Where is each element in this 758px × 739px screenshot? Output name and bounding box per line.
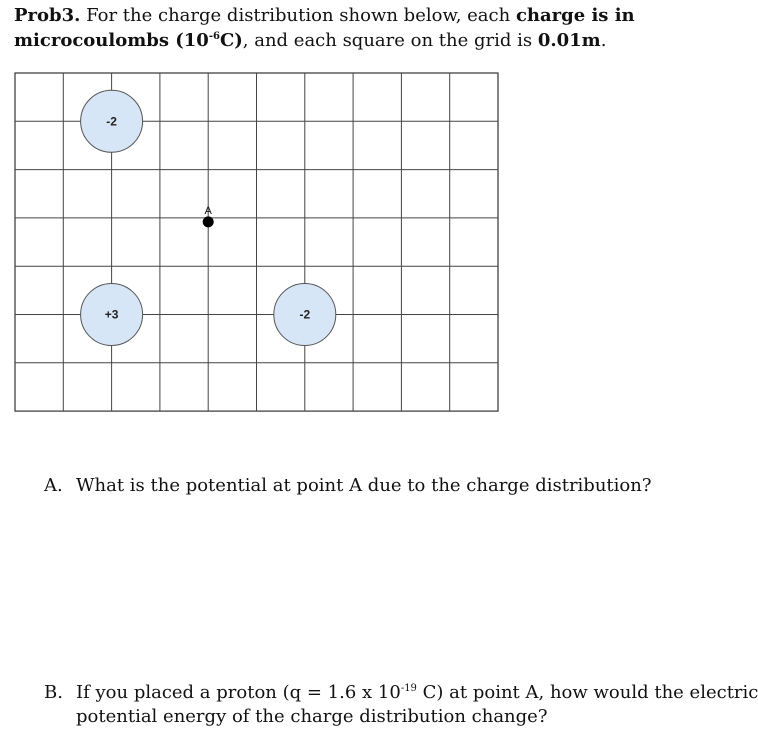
problem-end: . bbox=[600, 30, 607, 51]
question-b-letter: B. bbox=[44, 682, 63, 703]
problem-exponent: -6 bbox=[208, 31, 220, 42]
question-b-line-2: potential energy of the charge distribution change? bbox=[76, 706, 548, 727]
charge-label: +3 bbox=[104, 307, 119, 322]
problem-bold-2: microcoulombs (10 bbox=[14, 30, 209, 51]
problem-text-2: , and each square on the grid is bbox=[242, 30, 533, 51]
problem-bold-1: charge is in bbox=[515, 5, 635, 26]
problem-grid-size: 0.01m bbox=[537, 30, 601, 51]
point-a bbox=[203, 205, 214, 228]
question-b-line-1 bbox=[76, 681, 758, 705]
charge-label: -2 bbox=[106, 114, 117, 129]
question-b-pre: If you placed a proton (q = 1.6 x 10 bbox=[76, 682, 401, 703]
point-a-label: A bbox=[204, 204, 212, 217]
point-a-dot bbox=[203, 216, 214, 227]
question-b-exponent: -19 bbox=[400, 683, 417, 694]
problem-unit: C) bbox=[219, 30, 243, 51]
question-a-text: What is the potential at point A due to the charge distribution? bbox=[76, 475, 652, 496]
question-a-letter: A. bbox=[44, 475, 63, 496]
charge-label: -2 bbox=[299, 307, 311, 322]
problem-text-1: For the charge distribution shown below, each bbox=[86, 5, 511, 26]
question-b-text bbox=[76, 681, 758, 729]
problem-label: Prob3. bbox=[14, 5, 81, 26]
question-b-post: C) at point A, how would the electric bbox=[416, 682, 758, 703]
